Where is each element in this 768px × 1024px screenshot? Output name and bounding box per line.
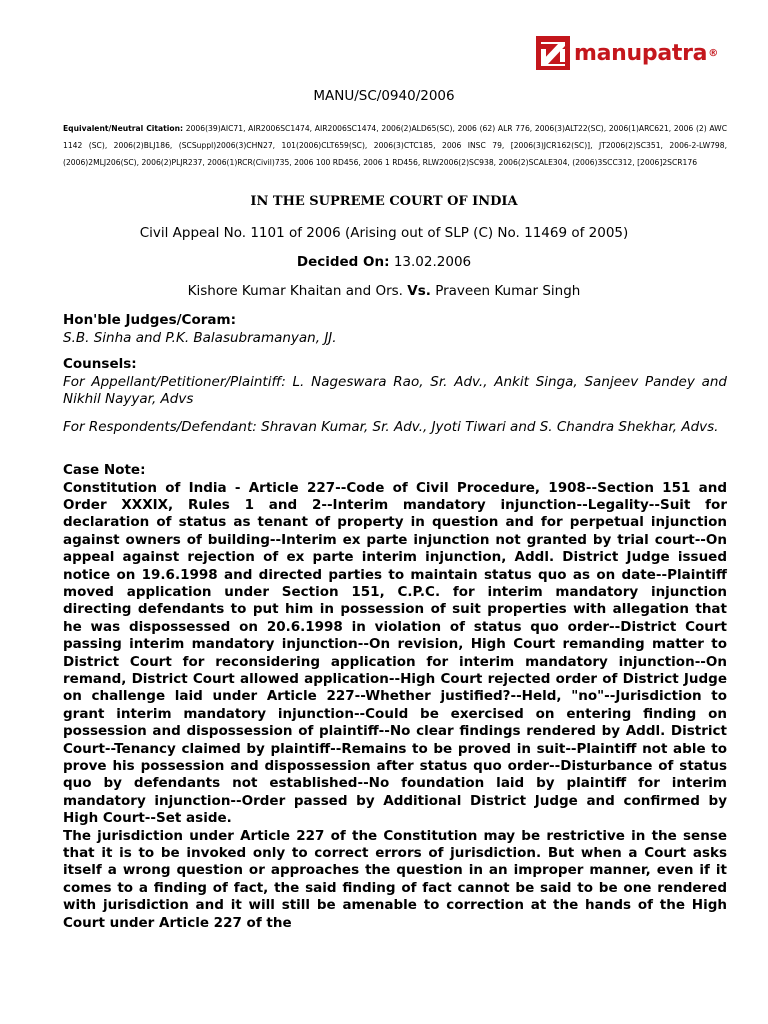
counsels-heading: Counsels:	[63, 356, 137, 372]
citation-text: 2006(39)AIC71, AIR2006SC1474, AIR2006SC1474, 2006(2)ALD65(SC), 2006 (62) ALR 776, 2006(3)ALT22(SC), 2006(1)ARC621, 2006 (2) AWC 1142 (SC), 2006(2)BLJ186, (SCSuppl)2006(3)CHN27, 101(2006)CLT659(SC), 2006(3)CTC185, 2006 INSC 79, [2006(3)JCR162(SC)], JT2006(2)SC351, 2006-2-LW798, (2006)2MLJ206(SC), 2006(2)PLJR237, 2006(1)RCR(Civil)735, 2006 100 RD456, 2006 1 RD456, RLW2006(2)SC938, 2006(2)SCALE304, (2006)3SCC312, [2006]2SCR176	[63, 124, 727, 167]
equivalent-citation	[63, 120, 727, 171]
respondent-counsel-section	[63, 419, 727, 437]
versus-label: Vs.	[407, 283, 431, 299]
case-note-body: Constitution of India - Article 227--Code of Civil Procedure, 1908--Section 151 and Order XXXIX, Rules 1 and 2--Interim mandatory injunction--Legality--Suit for declaration of status as tenant of property in question and for perpetual injunction against owners of building--Interim ex parte injunction not granted by trial court--On appeal against rejection of ex parte interim injunction, Addl. District Judge issued notice on 19.6.1998 and directed parties to maintain status quo as on date--Plaintiff moved application under Section 151, C.P.C. for interim mandatory injunction directing defendants to put him in possession of suit properties with allegation that he was dispossessed on 20.6.1998 in violation of status quo order--District Court passing interim mandatory injunction--On revision, High Court remanding matter to District Court for reconsidering application for interim mandatory injunction--On remand, District Court allowed application--High Court rejected order of District Judge on challenge laid under Article 227--Whether justified?--Held, "no"--Jurisdiction to grant interim mandatory injunction--Could be exercised on entering finding on possession and dispossession of plaintiff--No clear findings rendered by Addl. District Court--Tenancy claimed by plaintiff--Remains to be proved in suit--Plaintiff not able to prove his possession and dispossession after status quo order--Disturbance of status quo by defendants not established--No foundation laid by plaintiff for interim mandatory injunction--Order passed by Additional District Judge and confirmed by High Court--Set aside.	[63, 479, 727, 827]
decided-date: 13.02.2006	[393, 254, 472, 270]
logo-registered-mark: ®	[708, 47, 719, 59]
case-note-paragraph: The jurisdiction under Article 227 of the Constitution may be restrictive in the sense that it is to be invoked only to correct errors of jurisdiction. But when a Court asks itself a wrong question or approaches the question in an improper manner, even if it comes to a finding of fact, the said finding of fact cannot be said to be one rendered with jurisdiction and it will still be amenable to correction at the hands of the High Court under Article 227 of the	[63, 827, 727, 931]
appeal-number: Civil Appeal No. 1101 of 2006 (Arising out of SLP (C) No. 11469 of 2005)	[139, 225, 629, 241]
decided-on	[0, 254, 768, 270]
appellant-name: Kishore Kumar Khaitan and Ors.	[187, 283, 403, 299]
logo-text: manupatra	[574, 40, 708, 66]
manu-citation-id: MANU/SC/0940/2006	[313, 88, 455, 104]
case-note-section	[63, 462, 727, 932]
court-name: IN THE SUPREME COURT OF INDIA	[250, 194, 518, 209]
respondent-counsel: For Respondents/Defendant: Shravan Kumar, Sr. Adv., Jyoti Tiwari and S. Chandra Shekhar, Advs.	[63, 419, 719, 435]
decided-label: Decided On:	[296, 254, 390, 270]
case-parties	[0, 283, 768, 299]
judges-heading: Hon'ble Judges/Coram:	[63, 312, 236, 328]
case-note-heading: Case Note:	[63, 462, 146, 478]
manupatra-logo-icon	[536, 36, 570, 70]
judges-names: S.B. Sinha and P.K. Balasubramanyan, JJ.	[63, 329, 337, 346]
appellant-counsel: For Appellant/Petitioner/Plaintiff: L. Nageswara Rao, Sr. Adv., Ankit Singa, Sanjeev Pandey and Nikhil Nayyar, Advs	[63, 373, 727, 407]
respondent-name: Praveen Kumar Singh	[435, 283, 581, 299]
manupatra-logo	[536, 36, 718, 70]
counsels-section	[63, 356, 727, 409]
judges-section	[63, 312, 727, 347]
citation-label: Equivalent/Neutral Citation:	[63, 124, 184, 133]
